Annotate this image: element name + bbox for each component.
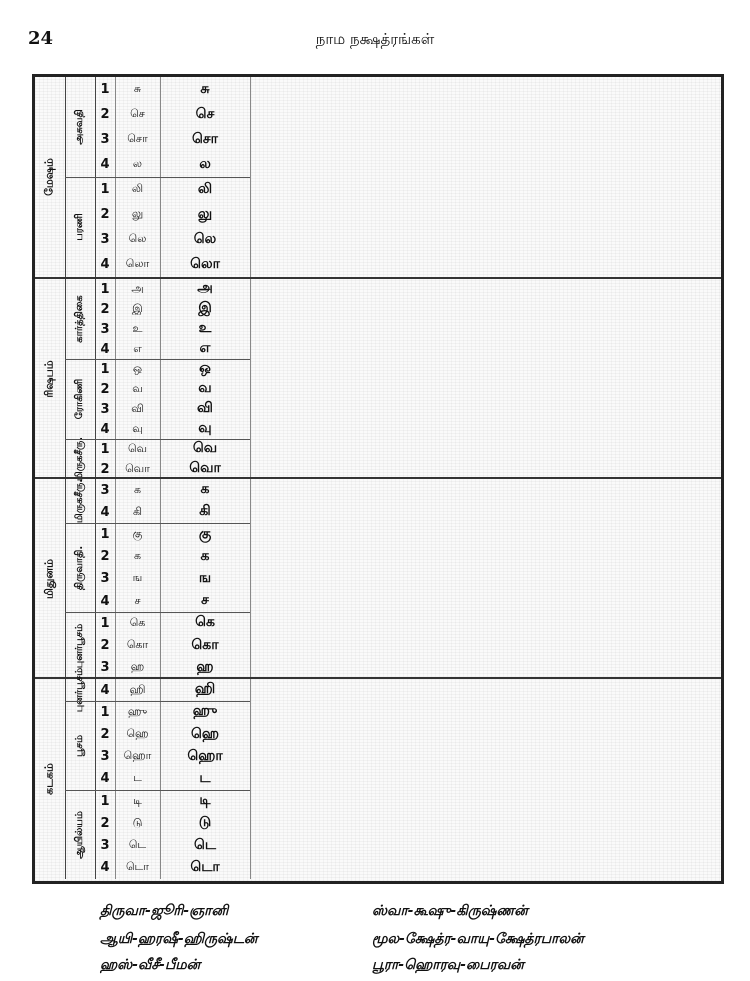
pada-number: 4 xyxy=(100,860,110,876)
pada-number: 2 xyxy=(100,638,110,654)
syllable-narrow: சு xyxy=(133,82,142,95)
footer-note: ஹஸ்-வீசீ-பீமன் xyxy=(100,957,201,973)
syllable-wide: டொ xyxy=(190,858,220,875)
syllable-wide: ஹி xyxy=(194,681,216,698)
footer-note: பூரா-ஹொரவு-பைரவன் xyxy=(372,957,524,973)
syllable-wide: கொ xyxy=(191,636,219,653)
syllable-wide: அ xyxy=(197,280,213,296)
page-header xyxy=(0,0,750,60)
syllable-narrow: ல xyxy=(132,157,143,170)
pada-number: 1 xyxy=(100,82,110,97)
pada-number: 1 xyxy=(100,793,110,809)
pada-number: 3 xyxy=(100,132,110,147)
star-name: ஆயில்யம் xyxy=(74,810,85,859)
pada-number: 1 xyxy=(100,441,110,457)
pada-number: 2 xyxy=(100,381,110,397)
pada-number: 1 xyxy=(100,361,110,377)
syllable-wide: இ xyxy=(198,300,212,316)
star-name: அசுவதி xyxy=(74,109,85,145)
column-divider xyxy=(250,77,251,277)
column-divider xyxy=(65,679,66,879)
syllable-narrow: ங xyxy=(132,571,143,585)
syllable-narrow: ஹொ xyxy=(123,749,152,763)
syllable-wide: க xyxy=(200,547,210,564)
pada-number: 1 xyxy=(100,182,110,197)
footer-note: திருவா-ஜூரி-ஞானி xyxy=(100,903,229,919)
syllable-narrow: வு xyxy=(132,421,143,435)
star-name: பரணி xyxy=(74,213,85,241)
syllable-narrow: ஒ xyxy=(132,361,143,375)
star-name: புனர்பூசம் xyxy=(74,667,85,713)
pada-number: 2 xyxy=(100,107,110,122)
syllable-narrow: டி xyxy=(133,793,142,807)
pada-number: 3 xyxy=(100,482,110,498)
footer-note: ஆயி-ஹரஷீ-ஹிருஷ்டன் xyxy=(100,931,258,947)
star-name: மிருகசீரு. xyxy=(74,479,85,524)
syllable-wide: வ xyxy=(198,380,212,396)
syllable-wide: சொ xyxy=(192,130,218,147)
syllable-wide: எ xyxy=(199,340,211,356)
raasi-label: கடகம் xyxy=(42,763,56,795)
syllable-narrow: வ xyxy=(132,381,143,395)
pada-number: 4 xyxy=(100,771,110,787)
raasi-band xyxy=(35,477,721,679)
syllable-wide: லு xyxy=(197,205,213,222)
syllable-narrow: கி xyxy=(132,504,142,518)
syllable-narrow: உ xyxy=(132,321,143,335)
syllable-narrow: ஹெ xyxy=(126,727,149,741)
pada-number: 1 xyxy=(100,704,110,720)
syllable-wide: வு xyxy=(198,420,212,436)
syllable-narrow: டு xyxy=(132,815,143,829)
syllable-narrow: க xyxy=(133,482,142,496)
footer-note: மூல-க்ஷேத்ர-வாயு-க்ஷேத்ரபாலன் xyxy=(372,931,584,947)
syllable-wide: ஹொ xyxy=(187,747,223,764)
syllable-wide: கி xyxy=(199,503,211,520)
syllable-wide: கு xyxy=(198,525,212,542)
syllable-narrow: வி xyxy=(131,401,144,415)
syllable-narrow: ஹு xyxy=(127,704,148,718)
raasi-label: ரிஷபம் xyxy=(42,360,56,398)
syllable-narrow: ஹி xyxy=(129,682,146,696)
star-name: பூசம் xyxy=(74,734,85,757)
syllable-narrow: ஹ xyxy=(130,660,145,674)
syllable-wide: டு xyxy=(198,814,212,831)
syllable-wide: ங xyxy=(198,569,212,586)
pada-number: 3 xyxy=(100,401,110,417)
pada-number: 1 xyxy=(100,527,110,543)
pada-number: 4 xyxy=(100,157,110,172)
syllable-narrow: இ xyxy=(132,301,143,315)
pada-number: 3 xyxy=(100,321,110,337)
syllable-narrow: வெ xyxy=(127,441,148,455)
pada-number: 1 xyxy=(100,615,110,631)
syllable-narrow: கொ xyxy=(126,638,149,652)
raasi-band xyxy=(35,277,721,482)
syllable-wide: உ xyxy=(198,320,212,336)
pada-number: 1 xyxy=(100,281,110,297)
syllable-narrow: லு xyxy=(131,207,144,220)
page-title: நாம நக்ஷத்ரங்கள் xyxy=(315,30,435,48)
pada-number: 3 xyxy=(100,838,110,854)
syllable-narrow: டொ xyxy=(125,860,150,874)
syllable-wide: கெ xyxy=(195,614,215,631)
syllable-narrow: அ xyxy=(131,281,144,295)
syllable-narrow: லொ xyxy=(125,257,150,270)
syllable-wide: வொ xyxy=(189,460,221,476)
syllable-wide: லி xyxy=(197,180,213,197)
pada-number: 3 xyxy=(100,571,110,587)
page-number: 24 xyxy=(28,28,54,49)
syllable-wide: க xyxy=(200,481,210,498)
pada-number: 4 xyxy=(100,421,110,437)
star-name: ரோகிணி xyxy=(74,378,85,420)
raasi-label: மிதுனம் xyxy=(42,559,56,599)
pada-number: 4 xyxy=(100,682,110,698)
pada-number: 3 xyxy=(100,232,110,247)
pada-number: 4 xyxy=(100,504,110,520)
syllable-wide: சு xyxy=(200,80,210,97)
syllable-wide: வெ xyxy=(192,440,218,456)
syllable-wide: லெ xyxy=(193,230,217,247)
syllable-narrow: கு xyxy=(132,527,143,541)
syllable-narrow: கெ xyxy=(129,615,146,629)
syllable-narrow: டெ xyxy=(128,838,147,852)
pada-number: 2 xyxy=(100,815,110,831)
pada-number: 2 xyxy=(100,301,110,317)
star-name: மிருகசீரு. xyxy=(74,436,85,482)
pada-number: 2 xyxy=(100,461,110,477)
syllable-narrow: எ xyxy=(133,341,142,355)
syllable-narrow: க xyxy=(133,549,142,563)
column-divider xyxy=(65,479,66,679)
syllable-wide: ட xyxy=(199,769,211,786)
syllable-wide: டெ xyxy=(193,836,217,853)
syllable-wide: ச xyxy=(201,592,209,609)
syllable-wide: செ xyxy=(195,105,215,122)
syllable-wide: ல xyxy=(199,155,211,172)
syllable-wide: வி xyxy=(197,400,213,416)
syllable-wide: ஹ xyxy=(196,658,214,675)
raasi-band xyxy=(35,77,721,277)
pada-number: 3 xyxy=(100,749,110,765)
column-divider xyxy=(250,279,251,479)
pada-number: 2 xyxy=(100,549,110,565)
pada-number: 2 xyxy=(100,727,110,743)
pada-number: 4 xyxy=(100,257,110,272)
syllable-narrow: வொ xyxy=(125,461,150,475)
star-name: புனர்பூசம் xyxy=(74,623,85,668)
star-name: கார்த்திகை xyxy=(74,295,85,343)
nakshatra-table xyxy=(32,74,724,884)
raasi-band xyxy=(35,667,721,879)
column-divider xyxy=(250,479,251,679)
syllable-wide: லொ xyxy=(190,255,220,272)
column-divider xyxy=(250,679,251,879)
syllable-narrow: லெ xyxy=(128,232,147,245)
syllable-narrow: ச xyxy=(134,593,141,607)
syllable-narrow: சொ xyxy=(127,132,148,145)
pada-number: 4 xyxy=(100,341,110,357)
pada-number: 3 xyxy=(100,660,110,676)
footer-notes xyxy=(0,895,750,981)
syllable-wide: டி xyxy=(199,792,211,809)
syllable-wide: ஹு xyxy=(192,703,218,720)
syllable-narrow: லி xyxy=(131,182,144,195)
syllable-wide: ஒ xyxy=(199,360,211,376)
syllable-wide: ஹெ xyxy=(190,725,220,742)
syllable-narrow: செ xyxy=(130,107,145,120)
pada-number: 4 xyxy=(100,593,110,609)
footer-note: ஸ்வா-கூஷு-கிருஷ்ணன் xyxy=(372,903,528,919)
raasi-label: மேஷம் xyxy=(42,158,56,196)
star-name: திருவாதி. xyxy=(74,545,85,590)
pada-number: 2 xyxy=(100,207,110,222)
syllable-narrow: ட xyxy=(133,771,142,785)
column-divider xyxy=(65,279,66,479)
